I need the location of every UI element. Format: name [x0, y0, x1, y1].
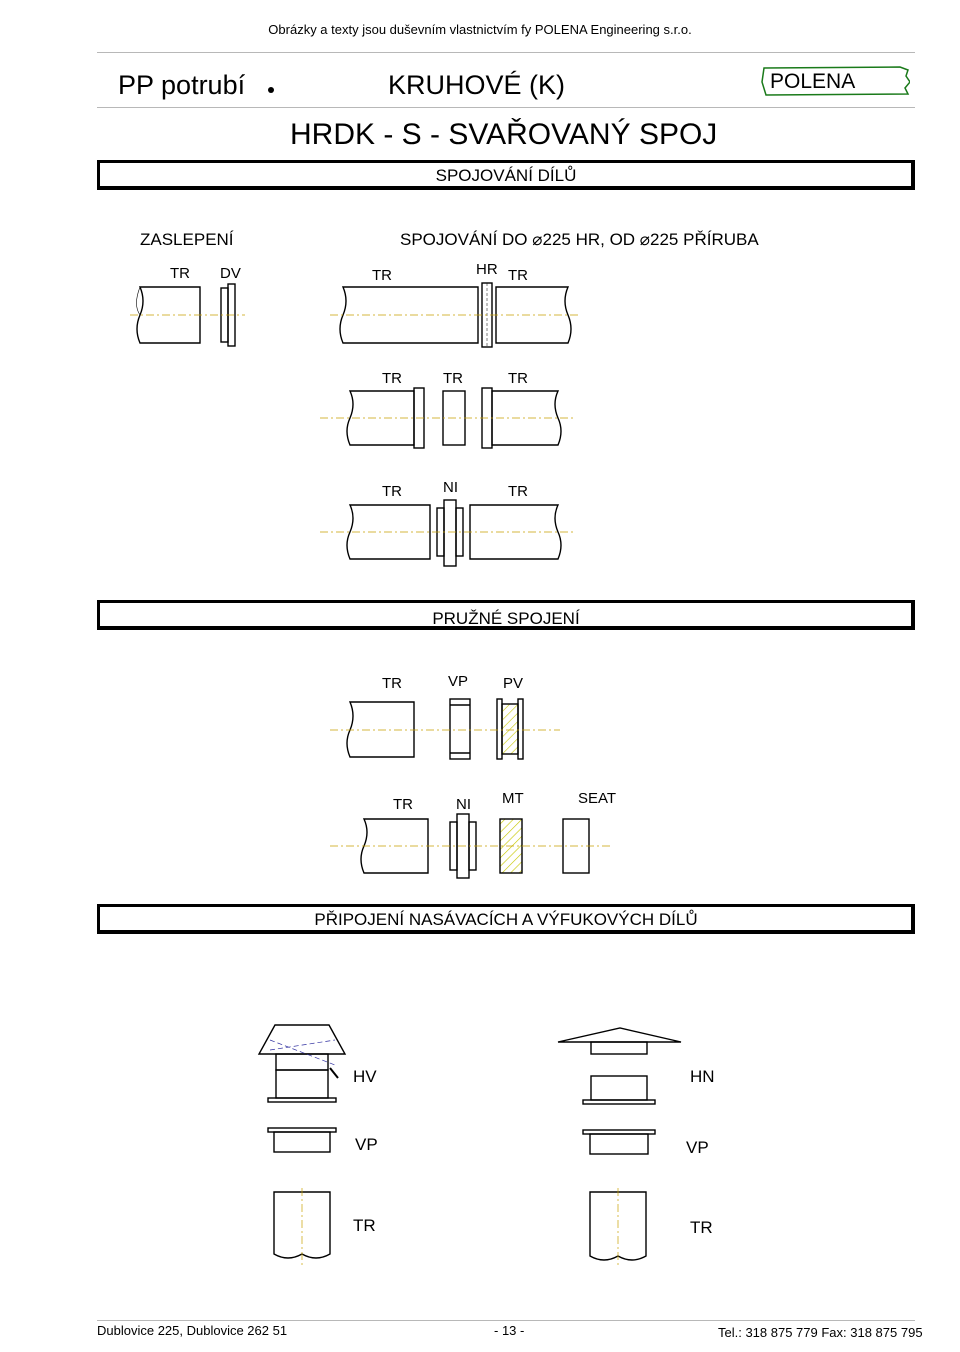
- footer-contact: Tel.: 318 875 779 Fax: 318 875 795: [718, 1325, 923, 1340]
- label-tr: TR: [443, 370, 463, 387]
- blanking-title: ZASLEPENÍ: [140, 230, 234, 249]
- label-pv: PV: [503, 675, 524, 692]
- label-dv: DV: [220, 265, 241, 282]
- flange-drawing: [583, 1130, 655, 1154]
- page-title: HRDK - S - SVAŘOVANÝ SPOJ: [290, 118, 718, 151]
- polena-logo: POLENA: [770, 70, 856, 93]
- section-title-connection: PŘIPOJENÍ NASÁVACÍCH A VÝFUKOVÝCH DÍLŮ: [314, 910, 698, 929]
- label-tr: TR: [508, 267, 528, 284]
- label-tr: TR: [372, 267, 392, 284]
- label-tr: TR: [393, 796, 413, 813]
- flange-drawing: [450, 699, 470, 759]
- copyright-notice: Obrázky a texty jsou duševním vlastnictvím fy POLENA Engineering s.r.o.: [268, 22, 692, 37]
- joining-title: SPOJOVÁNÍ DO ⌀225 HR, OD ⌀225 PŘÍRUBA: [400, 230, 759, 249]
- label-tr: TR: [382, 370, 402, 387]
- section-title-elastic: PRUŽNÉ SPOJENÍ: [432, 609, 580, 628]
- flexible-sleeve-drawing: [497, 699, 523, 759]
- label-tr: TR: [690, 1218, 713, 1237]
- nipple-drawing: [437, 500, 463, 566]
- shape-title: KRUHOVÉ (K): [388, 70, 566, 100]
- label-hr: HR: [476, 261, 498, 278]
- label-vp: VP: [355, 1135, 378, 1154]
- label-tr: TR: [170, 265, 190, 282]
- pipe-drawing: [347, 702, 414, 757]
- label-tr: TR: [382, 483, 402, 500]
- label-tr: TR: [353, 1216, 376, 1235]
- label-vp: VP: [448, 673, 469, 690]
- label-vp: VP: [686, 1138, 709, 1157]
- pipe-drawing: [590, 1188, 646, 1268]
- footer-rule: [97, 1320, 915, 1321]
- label-ni: NI: [456, 796, 471, 813]
- section-title-joining: SPOJOVÁNÍ DÍLŮ: [435, 166, 577, 185]
- pipe-drawing: [274, 1188, 330, 1265]
- footer-address: Dublovice 225, Dublovice 262 51: [97, 1323, 288, 1338]
- label-hn: HN: [690, 1067, 715, 1086]
- label-seat: SEAT: [578, 790, 617, 807]
- roof-hood-drawing: [558, 1028, 681, 1104]
- flange-drawing: [268, 1128, 336, 1152]
- label-tr: TR: [508, 370, 528, 387]
- label-hv: HV: [353, 1067, 377, 1086]
- category-title: PP potrubí: [118, 70, 246, 100]
- label-mt: MT: [502, 790, 524, 807]
- label-ni: NI: [443, 479, 458, 496]
- page-number: - 13 -: [494, 1323, 525, 1338]
- label-tr: TR: [508, 483, 528, 500]
- pipe-drawing: [340, 287, 478, 343]
- hood-drawing: [259, 1025, 345, 1102]
- label-tr: TR: [382, 675, 402, 692]
